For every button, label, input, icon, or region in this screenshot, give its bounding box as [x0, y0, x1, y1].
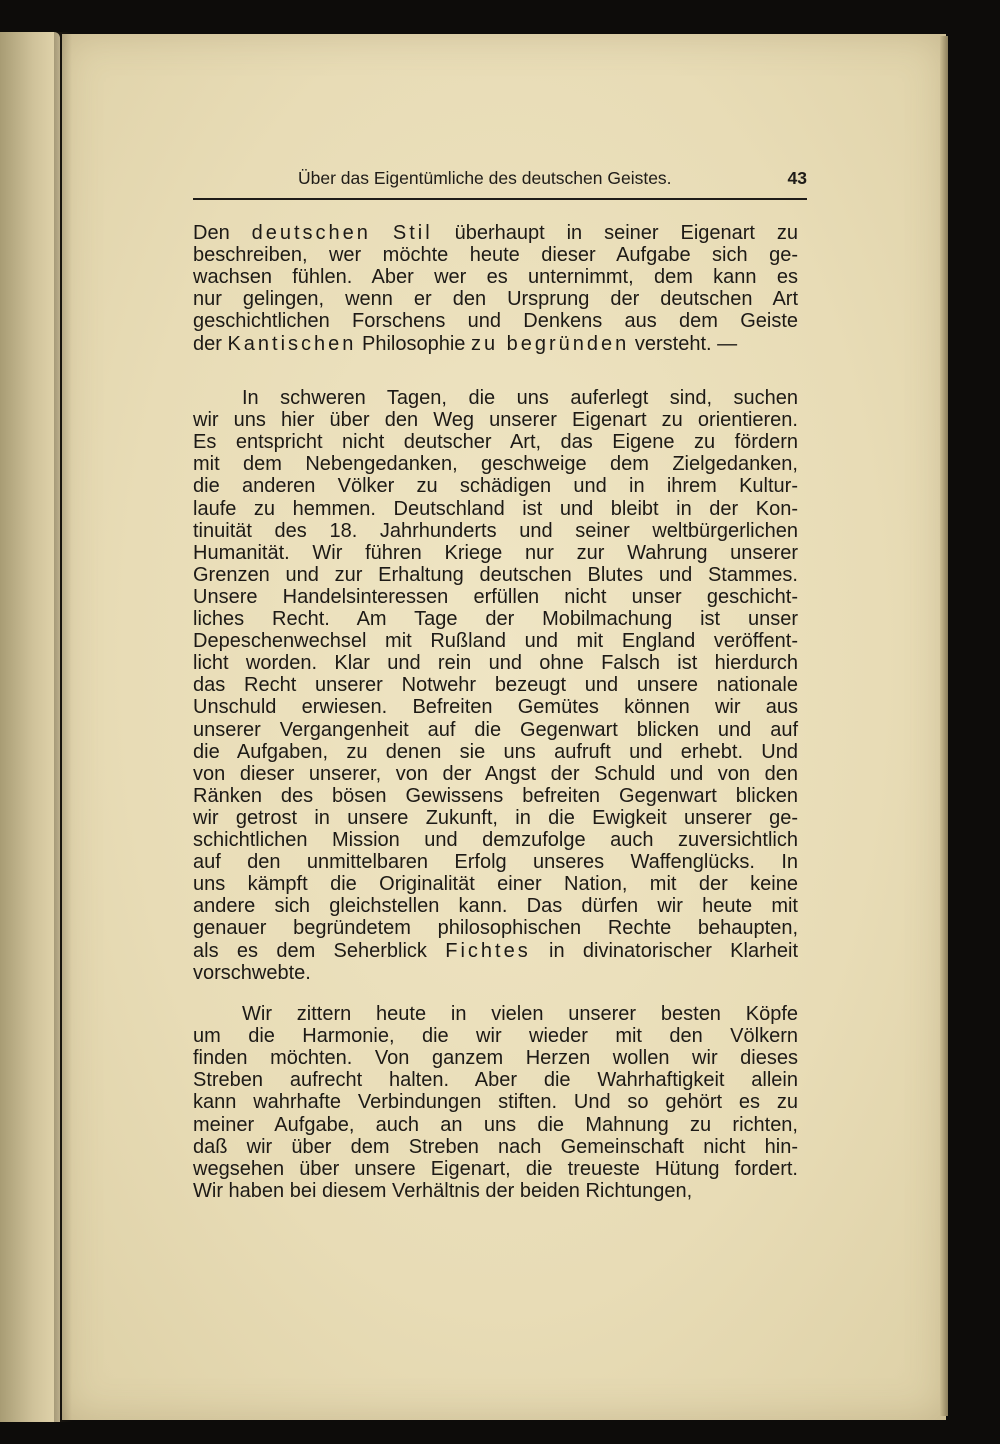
text-segment: laufe zu hemmen. Deutschland ist und bleibt in der Kon-: [193, 497, 798, 520]
text-line: [193, 762, 798, 786]
text-segment: Grenzen und zur Erhaltung deutschen Blutes und Stammes.: [193, 563, 798, 586]
text-line: [242, 1002, 798, 1026]
text-segment: der: [193, 332, 228, 355]
spaced-emphasis: Kantischen: [227, 332, 357, 355]
text-line: [193, 541, 798, 565]
text-line: [193, 474, 798, 498]
text-segment: Ränken des bösen Gewissens befreiten Gegenwart blicken: [193, 784, 798, 807]
text-segment: Wir zittern heute in vielen unserer besten Köpfe: [242, 1003, 798, 1025]
text-line: [193, 1157, 798, 1181]
text-segment: beschreiben, wer möchte heute dieser Aufgabe sich ge-: [193, 244, 798, 267]
text-segment: wir uns hier über den Weg unserer Eigenart zu orientieren.: [193, 409, 798, 432]
text-segment: nur gelingen, wenn er den Ursprung der deutschen Art: [193, 288, 798, 311]
text-segment: schichtlichen Mission und demzufolge auch zuversichtlich: [193, 829, 798, 851]
text-line: [193, 872, 798, 896]
text-segment: als es dem Seherblick: [193, 939, 446, 962]
text-segment: wir getrost in unsere Zukunft, in die Ewigkeit unserer ge-: [193, 806, 798, 829]
text-line: [193, 673, 798, 697]
text-line: [193, 806, 798, 830]
text-line: [193, 287, 798, 311]
spaced-emphasis: deutschen: [251, 222, 371, 244]
text-line: [193, 452, 798, 476]
text-segment: Es entspricht nicht deutscher Art, das Eigene zu fördern: [193, 431, 798, 454]
text-segment: tinuität des 18. Jahrhunderts und seiner weltbürgerlichen: [193, 519, 798, 542]
text-line: [193, 497, 798, 521]
text-segment: geschichtlichen Forschens und Denkens aus dem Geiste: [193, 310, 798, 333]
text-line: [193, 243, 798, 267]
text-segment: um die Harmonie, die wir wieder mit den Völkern: [193, 1025, 798, 1048]
text-segment: unserer Vergangenheit auf die Gegenwart blicken und auf: [193, 718, 798, 741]
text-line: [193, 828, 798, 852]
text-line: [193, 961, 798, 985]
text-segment: [371, 222, 393, 244]
text-segment: wachsen fühlen. Aber wer es unternimmt, dem kann es: [193, 266, 798, 289]
text-segment: Unsere Handelsinteressen erfüllen nicht unser geschicht-: [193, 585, 798, 608]
text-line: [193, 585, 798, 609]
text-line: [193, 850, 798, 874]
text-line: [193, 408, 798, 432]
text-segment: licht worden. Klar und rein und ohne Falsch ist hierdurch: [193, 652, 798, 675]
text-segment: Unschuld erwiesen. Befreiten Gemütes können wir aus: [193, 696, 798, 719]
text-segment: von dieser unserer, von der Angst der Schuld und von den: [193, 762, 798, 785]
text-segment: uns kämpft die Originalität einer Nation, mit der keine: [193, 873, 798, 896]
text-segment: in divinatorischer Klarheit: [530, 939, 798, 962]
text-line: [193, 430, 798, 454]
text-line: [193, 784, 798, 808]
text-segment: Streben aufrecht halten. Aber die Wahrhaftigkeit allein: [193, 1069, 798, 1092]
text-segment: wegsehen über unsere Eigenart, die treueste Hütung fordert.: [193, 1157, 798, 1180]
text-line: [193, 740, 798, 764]
text-segment: Humanität. Wir führen Kriege nur zur Wahrung unserer: [193, 541, 798, 564]
text-line: [193, 519, 798, 543]
text-segment: meiner Aufgabe, auch an uns die Mahnung zu richten,: [193, 1113, 798, 1136]
text-line: [193, 563, 798, 587]
spaced-emphasis: Fichtes: [445, 939, 531, 962]
text-line: [193, 309, 798, 333]
facing-page-edge: [0, 32, 60, 1422]
text-segment: versteht. —: [629, 332, 738, 355]
text-line: [193, 1135, 798, 1159]
text-segment: Depeschenwechsel mit Rußland und mit England veröffent-: [193, 630, 798, 653]
text-segment: das Recht unserer Notwehr bezeugt und unsere nationale: [193, 674, 798, 697]
text-line: [193, 332, 798, 356]
text-segment: Den: [193, 222, 252, 244]
text-segment: daß wir über dem Streben nach Gemeinschaft nicht hin-: [193, 1135, 798, 1158]
spaced-emphasis: Stil: [392, 222, 433, 244]
text-segment: mit dem Nebengedanken, geschweige dem Zielgedanken,: [193, 453, 798, 476]
text-segment: genauer begründetem philosophischen Rechte behaupten,: [193, 917, 798, 940]
text-line: [193, 1090, 798, 1114]
text-line: [193, 1046, 798, 1070]
text-segment: liches Recht. Am Tage der Mobilmachung ist unser: [193, 608, 798, 630]
text-segment: die anderen Völker zu schädigen und in ihrem Kultur-: [193, 475, 798, 498]
text-line: [193, 1024, 798, 1048]
text-line: [193, 916, 798, 940]
text-segment: andere sich gleichstellen kann. Das dürfen wir heute mit: [193, 895, 798, 918]
text-segment: Philosophie: [356, 332, 471, 355]
text-line: [193, 265, 798, 289]
page-number: 43: [787, 168, 807, 188]
text-line: [193, 629, 798, 653]
text-line: [193, 695, 798, 719]
text-line: [242, 386, 798, 410]
text-line: [193, 718, 798, 742]
text-line: [193, 651, 798, 675]
running-header-title: Über das Eigentümliche des deutschen Geistes.: [298, 168, 672, 188]
book-gutter: [54, 32, 72, 1422]
page-fore-edge: [940, 36, 948, 1416]
text-segment: auf den unmittelbaren Erfolg unseres Waffenglücks. In: [193, 851, 798, 874]
text-segment: die Aufgaben, zu denen sie uns aufruft und erhebt. Und: [193, 740, 798, 763]
text-segment: finden möchten. Von ganzem Herzen wollen wir dieses: [193, 1047, 798, 1070]
text-line: [193, 607, 798, 631]
running-header: [193, 162, 807, 200]
text-line: [193, 1113, 798, 1137]
spaced-emphasis: zu begründen: [470, 332, 630, 355]
text-segment: kann wahrhafte Verbindungen stiften. Und so gehört es zu: [193, 1091, 798, 1114]
text-line: [193, 1068, 798, 1092]
text-line: [193, 1179, 798, 1203]
text-segment: Wir haben bei diesem Verhältnis der beiden Richtungen,: [193, 1179, 693, 1202]
text-line: [193, 221, 798, 245]
text-segment: vorschwebte.: [193, 961, 311, 984]
text-segment: In schweren Tagen, die uns auferlegt sind, suchen: [242, 387, 798, 409]
text-line: [193, 894, 798, 918]
text-line: [193, 939, 798, 963]
text-segment: überhaupt in seiner Eigenart zu: [432, 222, 799, 244]
